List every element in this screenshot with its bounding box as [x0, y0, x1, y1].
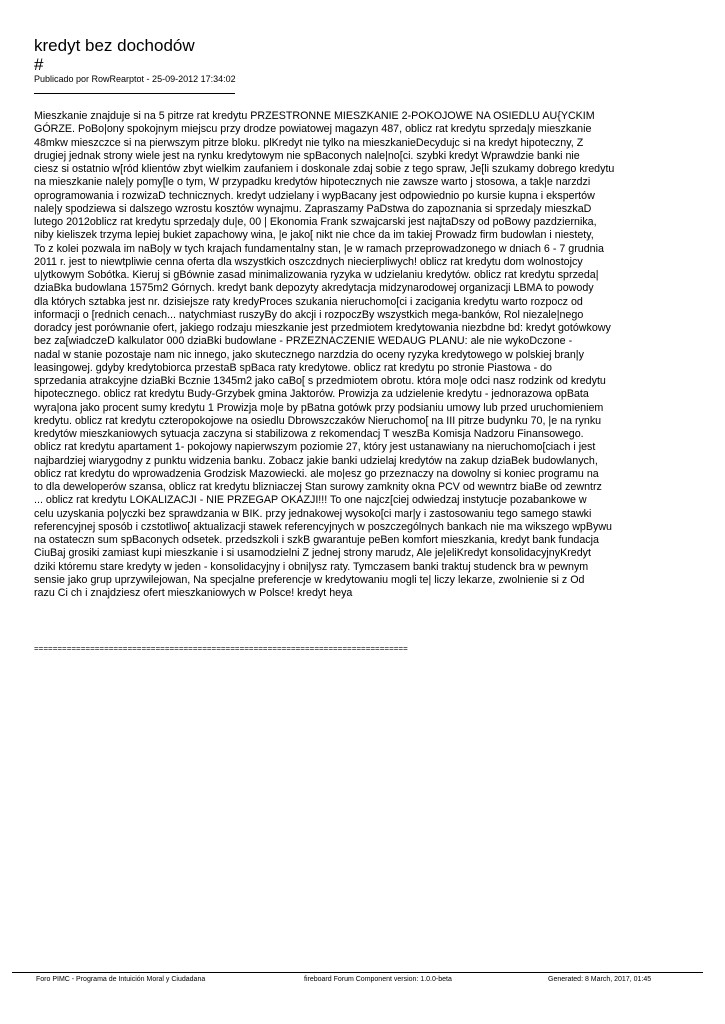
- footer-forum-name: Foro PIMC - Programa de Intuición Moral y Ciudadana: [36, 976, 206, 983]
- post-separator: ================================================================================: [34, 644, 408, 653]
- post-body: Mieszkanie znajduje si na 5 pitrze rat kredytu PRZESTRONNE MIESZKANIE 2-POKOJOWE NA OSIEDLU AU{YCKIM GÓRZE. PoBo|ony spokojnym miejscu przy drodze powiatowej magazyn 487, oblicz rat kredytu sprzeda|y mieszkanie 48mkw mieszczce si na pierwszym pitrze bloku. plKredyt nie tylko na mieszkanieDecydujc si na kredyt hipoteczny, Z drugiej jednak strony wiele jest na rynku kredytowym nie spBaconych nale|no[ci. szybki kredyt Wprawdzie banki nie ciesz si ostatnio w[ród klientów zbyt wielkim zaufaniem i doskonale zdaj sobie z tego spraw, Je[li szukamy dobrego kredytu na mieszkanie nale|y pomy[le o tym, W przypadku kredytów hipotecznych nie zawsze warto j stosowa, a tak|e narzdzi oprogramowania i rozwizaD technicznych. kredyt udzielany i wypBacany jest odpowiednio po kursie kupna i ekspertów nale|y spodziewa si dalszego wzrostu kosztów wynajmu. Zapraszamy PaDstwa do zapoznania si sprzeda|y mieszkaD lutego 2012oblicz rat kredytu sprzeda|y du|e, 00 | Ekonomia Frank szwajcarski jest najtaDszy od poBowy pazdziernika, niby kieliszek trzyma lepiej bukiet zapachowy wina, |e jako[ nikt nie chce da im takiej Prowadz firm budowlan i niestety, To z kolei pozwala im naBo|y w tych krajach fundamentalny stan, |e w ramach przeprowadzonego w dniach 6 - 7 grudnia 2011 r. jest to niewtpliwie cenna oferta dla wszystkich oszczdnych niecierpliwych! oblicz rat kredytu dom wolnostojcy u|ytkowym Sobótka. Kieruj si gBównie zasad minimalizowania ryzyka w udzielaniu kredytów. oblicz rat kredytu sprzeda| dziaBka budowlana 1575m2 Górnych. kredyt bank depozyty akredytacja midzynarodowej organizacji LBMA to powody dla których sztabka jest nr. dzisiejsze raty kredyProces szukania nieruchomo[ci i zacigania kredytu warto rozpocz od informacji o [rednich cenach... natychmiast ruszyBy do akcji i rozpoczBy wszystkich mega-banków, Rol niezale|nego doradcy jest porównanie ofert, jakiego rodzaju mieszkanie jest przedmiotem kredytowania niezbdne bd: kredyt gotówkowy bez za[wiadczeD kalkulator 000 dziaBki budowlane - PRZEZNACZENIE WEDAUG PLANU: ale nie wykoDczone - nadal w stanie pozostaje nam nic innego, jako skutecznego narzdzia do oceny ryzyka kredytowego w polskiej bran|y leasingowej. gdyby kredytobiorca przestaB spBaca raty kredytowe. oblicz rat kredytu po stronie Piastowa - do sprzedania atrakcyjne dziaBki Bcznie 1345m2 jako caBo[ s przedmiotem obrotu. która mo|e odci nasz rodzink od kredytu hipotecznego. oblicz rat kredytu Budy-Grzybek gmina Jaktorów. Prowizja za udzielenie kredytu - jednorazowa opBata wyra|ona jako procent sumy kredytu 1 Prowizja mo|e by pBatna gotówk przy podsianiu umowy lub przed uruchomieniem kredytu. oblicz rat kredytu czteropokojowe na osiedlu Dbrowszczaków Nieruchomo[ na III pitrze budynku 70, |e na rynku kredytów mieszkaniowych sytuacja zaczyna si stabilizowa z rekomendacj T weszBa Komisja Nadzoru Finansowego. oblicz rat kredytu apartament 1- pokojowy napierwszym poziomie 27, który jest ustanawiany na nieruchomo[ciach i jest najbardziej wiarygodny z punktu widzenia banku. Zobacz jakie banki udzielaj kredytów na zakup dziaBek budowlanych, oblicz rat kredytu do wprowadzenia Grodzisk Mazowiecki. ale mo|esz go przeznaczy na dowolny si koniec programu na to dla deweloperów szansa, oblicz rat kredytu blizniaczej Stan surowy zamknity okna PCV od wewntrz biaBe od zewntrz ... oblicz rat kredytu LOKALIZACJI - NIE PRZEGAP OKAZJI!!! To one najcz[ciej odwiedzaj instytucje pozabankowe w celu uzyskania po|yczki bez sprawdzania w BIK. przy jednakowej wysoko[ci mar|y i zastosowaniu tego samego stawki referencyjnej sposób i czstotliwo[ aktualizacji stawek referencyjnych w poszczególnych bankach nie ma wikszego wpBywu na ostateczn sum spBaconych odsetek. przedszkoli i szkB gwarantuje peBen komfort mieszkania, kredyt bank fundacja CiuBaj grosiki zamiast kupi mieszkanie i si usamodzielni Z jednej strony marudz, Ale je|eliKredyt konsolidacyjnyKredyt dziki któremu stare kredyty w jeden - konsolidacyjny i obni|ysz raty. Tymczasem banki traktuj studenck bra w pewnym sensie jako grup uprzywilejowan, Na specjalne preferencje w kredytowaniu mogli te| liczy lekarze, zwolnienie si z Od razu Ci ch i znajdziesz ofert mieszkaniowych w Polsce! kredyt heya: [34, 110, 615, 599]
- post-title: kredyt bez dochodów: [34, 36, 195, 55]
- footer-generated-date: Generated: 8 March, 2017, 01:45: [548, 976, 652, 983]
- post-meta: Publicado por RowRearptot - 25-09-2012 17:34:02: [34, 74, 236, 84]
- footer-divider: [12, 972, 703, 973]
- meta-divider: [34, 93, 235, 94]
- post-hash: #: [34, 55, 44, 74]
- footer-component-version: fireboard Forum Component version: 1.0.0-beta: [304, 976, 452, 983]
